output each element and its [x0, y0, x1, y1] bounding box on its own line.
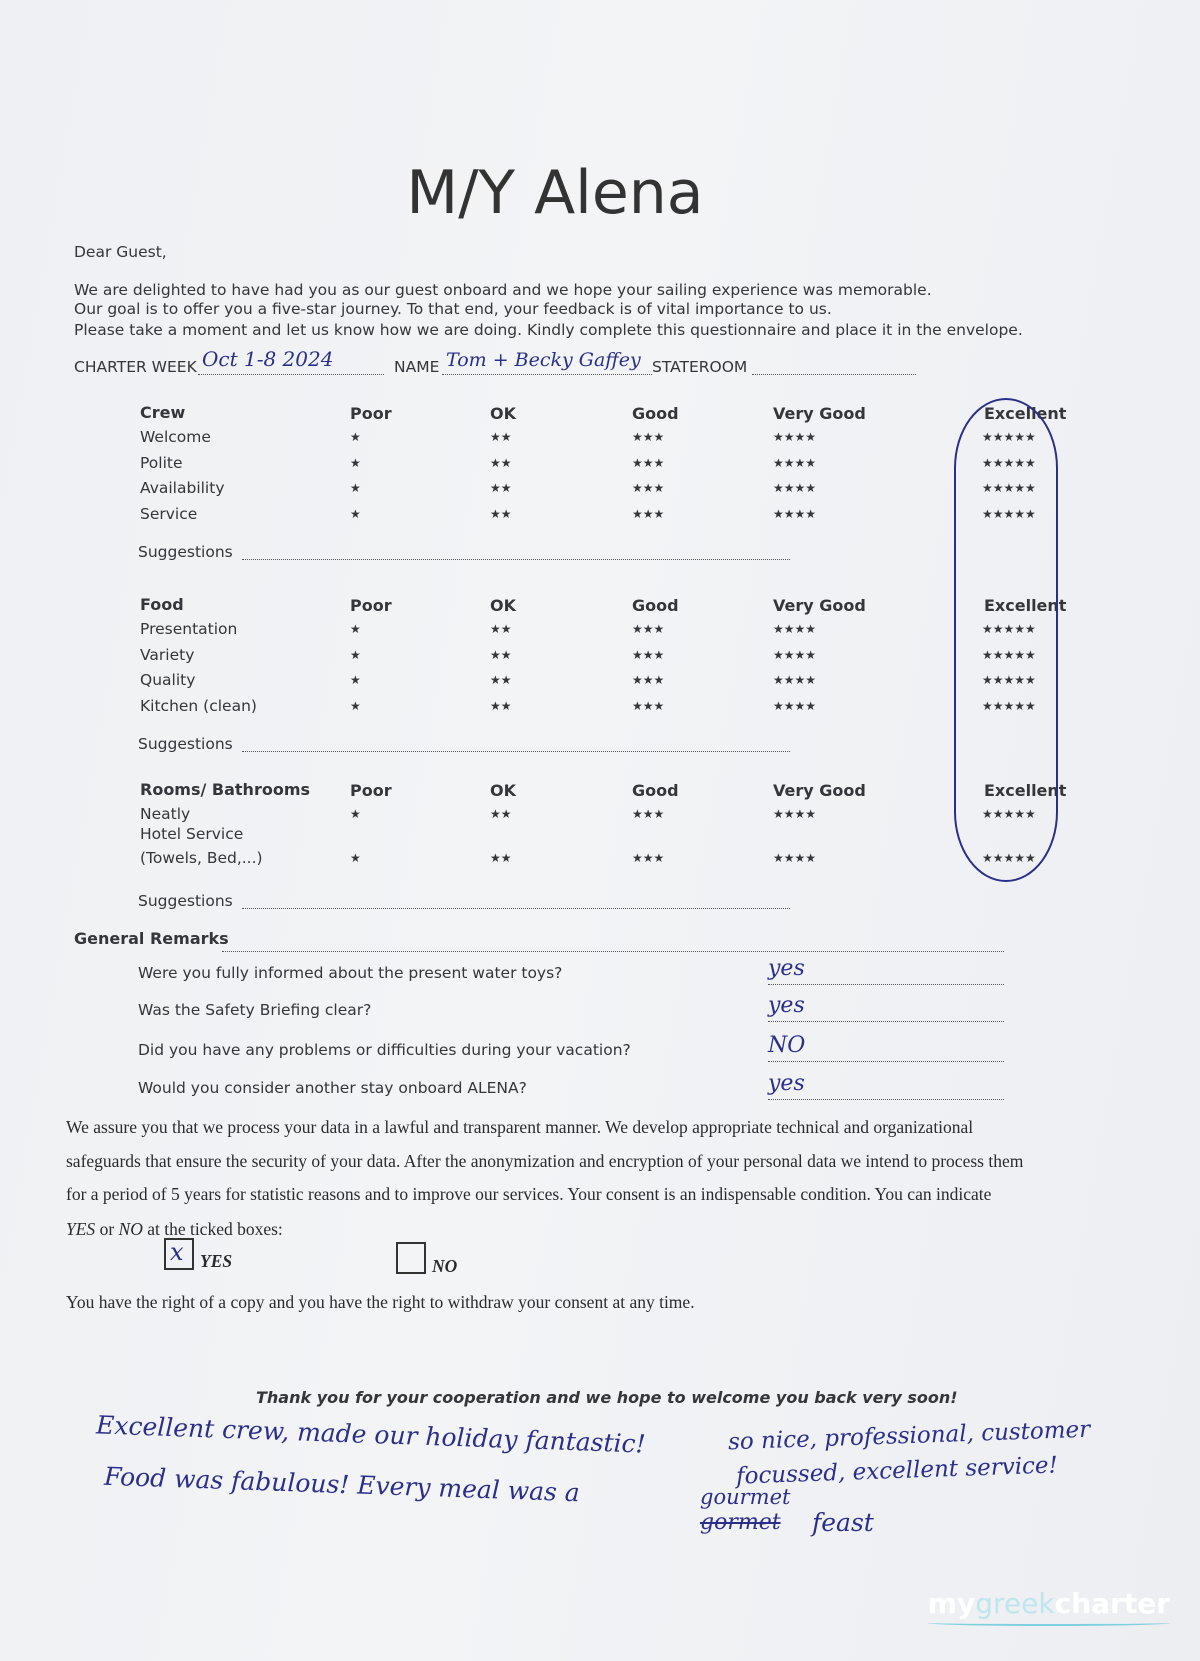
excellent-column-circle	[954, 398, 1058, 882]
rating-stars-option[interactable]: ★★★	[632, 673, 665, 687]
suggestions-label: Suggestions	[138, 892, 233, 910]
charter-week-label: CHARTER WEEK	[74, 358, 197, 376]
rating-label-good: Good	[632, 781, 679, 800]
rating-stars-option[interactable]: ★★★	[632, 622, 665, 636]
handwritten-struck-word: gormet	[700, 1510, 781, 1535]
logo-part-greek: greek	[975, 1587, 1055, 1620]
remark-answer-field[interactable]	[768, 984, 1004, 985]
rating-stars-option[interactable]: ★★	[490, 698, 512, 713]
charter-week-value: Oct 1-8 2024	[202, 347, 334, 371]
remark-question: Were you fully informed about the present water toys?	[138, 964, 563, 982]
rating-stars-option[interactable]: ★★★★★	[982, 673, 1036, 687]
rating-stars-option[interactable]: ★★★	[632, 807, 665, 821]
rating-item: Availability	[140, 479, 225, 497]
intro-line-2: Our goal is to offer you a five-star journey. To that end, your feedback is of vital importance to us.	[74, 300, 832, 318]
rating-stars-option[interactable]: ★★	[490, 647, 512, 662]
stateroom-label: STATEROOM	[652, 358, 748, 376]
suggestions-field[interactable]	[242, 559, 790, 560]
suggestions-label: Suggestions	[138, 543, 233, 561]
mygreekcharter-logo	[928, 1587, 1170, 1620]
privacy-yes-word: YES	[66, 1219, 96, 1239]
rating-stars-option[interactable]: ★★★★★	[982, 622, 1036, 636]
handwritten-comment-right-1: so nice, professional, customer	[727, 1416, 1091, 1456]
rating-stars-option[interactable]: ★★★★★	[982, 481, 1036, 495]
remark-answer: yes	[768, 993, 805, 1018]
rating-stars-option[interactable]: ★★★★	[773, 506, 817, 521]
rating-item: Hotel Service	[140, 825, 244, 843]
rating-label-excellent: Excellent	[984, 596, 1067, 615]
rating-item: Quality	[140, 671, 196, 689]
consent-no-label: NO	[432, 1256, 458, 1276]
rating-stars-option[interactable]: ★★★★	[773, 647, 817, 662]
rating-stars-option[interactable]: ★★★★★	[982, 455, 1036, 470]
rating-stars-option[interactable]: ★★	[490, 430, 512, 444]
handwritten-comment-right-2: focussed, excellent service!	[735, 1452, 1059, 1490]
rating-item: Service	[140, 504, 198, 523]
rating-stars-option[interactable]: ★★★★	[773, 698, 817, 713]
logo-part-charter: charter	[1054, 1587, 1170, 1620]
suggestions-field[interactable]	[242, 908, 790, 909]
privacy-rights: You have the right of a copy and you have the right to withdraw your consent at any time.	[66, 1292, 695, 1312]
rating-stars-option[interactable]: ★	[350, 698, 361, 713]
privacy-line-3: for a period of 5 years for statistic reasons and to improve our services. Your consent is an indispensable condition. You can indicate	[66, 1184, 992, 1204]
rating-label-ok: OK	[490, 404, 516, 423]
rating-stars-option[interactable]: ★★	[490, 481, 512, 495]
general-remarks-field[interactable]	[222, 951, 1004, 952]
rating-stars-option[interactable]: ★★	[490, 506, 512, 521]
thank-you-note: Thank you for your cooperation and we hope to welcome you back very soon!	[256, 1388, 958, 1407]
rating-item: Neatly	[140, 805, 191, 823]
consent-yes-checkbox[interactable]	[164, 1238, 194, 1270]
section-header: Food	[140, 595, 184, 614]
rating-label-poor: Poor	[350, 596, 392, 615]
rating-stars-option[interactable]: ★	[350, 506, 361, 521]
intro-line-1: We are delighted to have had you as our guest onboard and we hope your sailing experience was memorable.	[74, 281, 932, 299]
intro-line-3: Please take a moment and let us know how we are doing. Kindly complete this questionnaire and place it in the envelope.	[74, 321, 1023, 339]
rating-stars-option[interactable]: ★	[350, 622, 361, 636]
consent-no-checkbox[interactable]	[396, 1242, 426, 1274]
remark-answer-field[interactable]	[768, 1099, 1004, 1100]
rating-stars-option[interactable]: ★	[350, 647, 361, 662]
rating-stars-option[interactable]: ★★★	[632, 481, 665, 495]
remark-answer-field[interactable]	[768, 1061, 1004, 1062]
rating-stars-option[interactable]: ★★★	[632, 430, 665, 444]
privacy-or-word: or	[95, 1219, 119, 1239]
rating-stars-option[interactable]: ★★★★	[773, 673, 817, 687]
rating-label-poor: Poor	[350, 781, 392, 800]
rating-label-very-good: Very Good	[773, 781, 866, 800]
privacy-line-2: safeguards that ensure the security of your data. After the anonymization and encryption of your personal data we intend to process them	[66, 1151, 1024, 1171]
rating-item: Polite	[140, 453, 183, 472]
privacy-no-word: NO	[118, 1219, 143, 1239]
rating-stars-option[interactable]: ★★	[490, 673, 512, 687]
privacy-line-4-rest: at the ticked boxes:	[142, 1219, 283, 1239]
rating-stars-option[interactable]: ★	[350, 673, 361, 687]
rating-item: Welcome	[140, 428, 211, 446]
rating-stars-option[interactable]: ★	[350, 430, 361, 444]
consent-yes-mark: x	[170, 1238, 184, 1266]
suggestions-field[interactable]	[242, 751, 790, 752]
rating-stars-option[interactable]: ★★★★★	[982, 807, 1036, 821]
rating-label-excellent: Excellent	[984, 781, 1067, 800]
rating-item: Variety	[140, 645, 195, 664]
rating-stars-option[interactable]: ★★★★	[773, 807, 817, 821]
rating-stars-option[interactable]: ★★★★★	[982, 506, 1036, 521]
rating-label-ok: OK	[490, 781, 516, 800]
rating-stars-option[interactable]: ★★★	[632, 851, 665, 865]
rating-stars-option[interactable]: ★	[350, 481, 361, 495]
section-header: Crew	[140, 403, 186, 422]
handwritten-comment-line-2: Food was fabulous! Every meal was a	[103, 1461, 581, 1508]
rating-stars-option[interactable]: ★★★★	[773, 851, 817, 865]
rating-stars-option[interactable]: ★★★	[632, 698, 665, 713]
stateroom-field[interactable]	[752, 374, 916, 375]
rating-stars-option[interactable]: ★★	[490, 455, 512, 470]
rating-label-very-good: Very Good	[773, 404, 866, 423]
rating-stars-option[interactable]: ★★★★★	[982, 647, 1036, 662]
general-remarks-label: General Remarks	[74, 929, 229, 948]
privacy-line-4	[66, 1219, 283, 1240]
rating-stars-option[interactable]: ★★★★	[773, 622, 817, 636]
logo-wave-icon	[928, 1620, 1170, 1626]
rating-label-very-good: Very Good	[773, 596, 866, 615]
rating-stars-option[interactable]: ★★★★	[773, 430, 817, 444]
name-label: NAME	[394, 358, 440, 376]
rating-label-poor: Poor	[350, 404, 392, 423]
rating-stars-option[interactable]: ★★★★★	[982, 430, 1036, 444]
remark-answer-field[interactable]	[768, 1021, 1004, 1022]
remark-answer: yes	[768, 956, 805, 981]
rating-stars-option[interactable]: ★★★	[632, 455, 665, 470]
privacy-line-1: We assure you that we process your data in a lawful and transparent manner. We develop appropriate technical and organizational	[66, 1117, 974, 1137]
charter-week-field[interactable]	[198, 374, 384, 375]
rating-stars-option[interactable]: ★	[350, 807, 361, 821]
handwritten-feast: feast	[812, 1508, 874, 1537]
consent-yes-label: YES	[200, 1251, 233, 1271]
rating-label-good: Good	[632, 596, 679, 615]
remark-question: Did you have any problems or difficulties during your vacation?	[138, 1041, 631, 1059]
greeting: Dear Guest,	[74, 243, 167, 261]
section-header: Rooms/ Bathrooms	[140, 780, 311, 799]
remark-question: Would you consider another stay onboard ALENA?	[138, 1079, 527, 1097]
logo-part-my: my	[927, 1587, 976, 1620]
name-field[interactable]	[442, 374, 652, 375]
name-value: Tom + Becky Gaffey	[446, 349, 641, 371]
suggestions-label: Suggestions	[138, 735, 233, 753]
rating-stars-option[interactable]: ★★	[490, 851, 512, 865]
rating-label-good: Good	[632, 404, 679, 423]
rating-stars-option[interactable]: ★★	[490, 807, 512, 821]
rating-stars-option[interactable]: ★★★★★	[982, 851, 1036, 865]
rating-stars-option[interactable]: ★★	[490, 622, 512, 636]
rating-stars-option[interactable]: ★	[350, 455, 361, 470]
rating-item: (Towels, Bed,...)	[140, 849, 263, 867]
rating-stars-option[interactable]: ★	[350, 851, 361, 865]
handwritten-comment-line-1: Excellent crew, made our holiday fantastic!	[95, 1410, 647, 1459]
remark-answer: NO	[768, 1033, 806, 1058]
remark-question: Was the Safety Briefing clear?	[138, 1001, 372, 1019]
remark-answer: yes	[768, 1071, 805, 1096]
rating-label-excellent: Excellent	[984, 404, 1067, 423]
rating-label-ok: OK	[490, 596, 516, 615]
rating-item: Presentation	[140, 620, 238, 638]
rating-stars-option[interactable]: ★★★★	[773, 481, 817, 495]
rating-stars-option[interactable]: ★★★	[632, 506, 665, 521]
handwritten-correction: gourmet	[700, 1485, 791, 1509]
page-title: M/Y Alena	[406, 158, 704, 228]
rating-stars-option[interactable]: ★★★★★	[982, 698, 1036, 713]
rating-stars-option[interactable]: ★★★	[632, 647, 665, 662]
rating-item: Kitchen (clean)	[140, 696, 257, 715]
rating-stars-option[interactable]: ★★★★	[773, 455, 817, 470]
